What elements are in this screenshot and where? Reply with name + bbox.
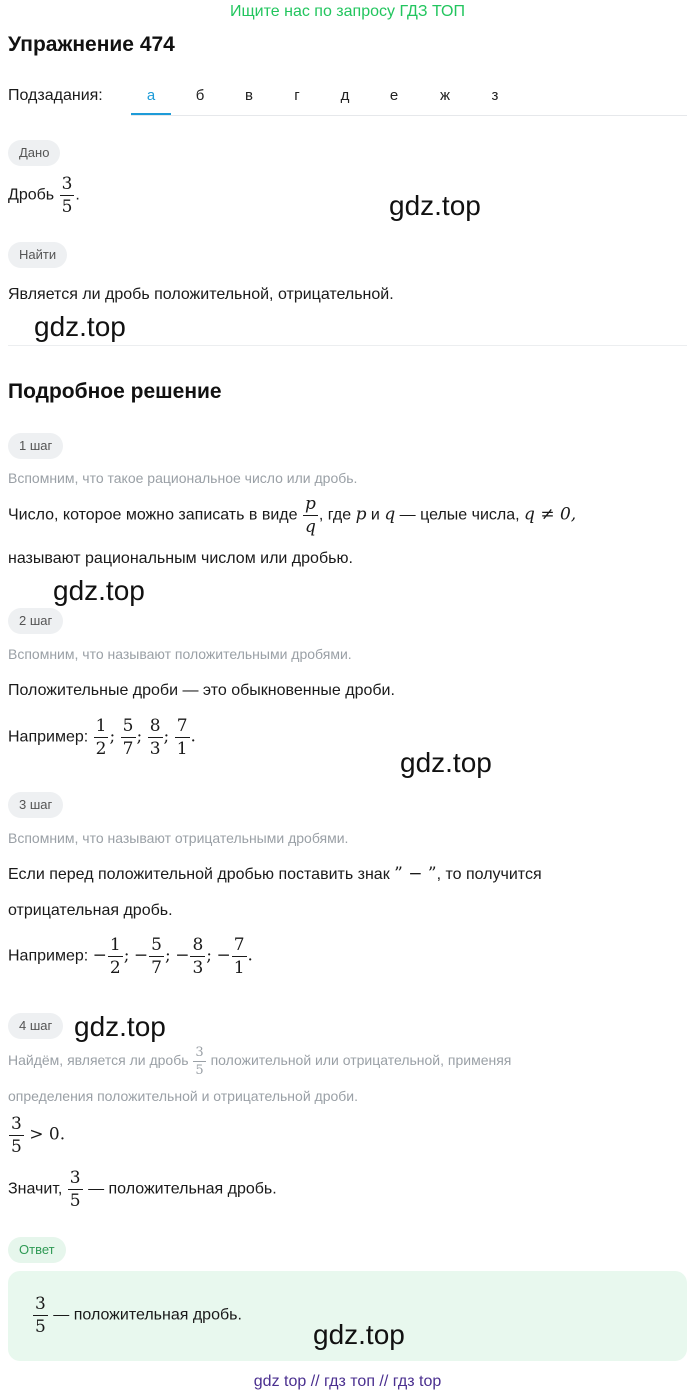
conclusion-fraction: $\frac{3}{5}$: [69, 1168, 81, 1211]
given-fraction: $\frac{3}{5}$: [61, 174, 73, 217]
subtasks-label: Подзадания:: [8, 87, 103, 104]
step3-line2: отрицательная дробь.: [8, 902, 173, 919]
watermark: gdz.top: [34, 311, 126, 342]
watermark: gdz.top: [74, 1011, 166, 1042]
example-fraction: $\frac{8}{3}$: [149, 716, 161, 759]
step2-hint: Вспомним, что называют положительными дробями.: [8, 646, 352, 662]
nonzero-condition: q ≠ 0,: [524, 504, 577, 525]
given-text: Дробь: [8, 186, 55, 204]
step1-chip: 1 шаг: [8, 433, 63, 459]
example-fraction: $\frac{5}{7}$: [122, 716, 134, 759]
tab-b[interactable]: б: [195, 87, 205, 104]
example-fraction: $\frac{7}{1}$: [176, 716, 188, 759]
find-chip: Найти: [8, 242, 67, 268]
promo-banner[interactable]: Ищите нас по запросу ГДЗ ТОП: [230, 3, 465, 20]
tab-z[interactable]: з: [491, 87, 499, 104]
tab-v[interactable]: в: [245, 87, 253, 104]
step1-hint: Вспомним, что такое рациональное число или дробь.: [8, 470, 358, 486]
step3-chip: 3 шаг: [8, 792, 63, 818]
given-chip: Дано: [8, 140, 60, 166]
step2-line1: Положительные дроби — это обыкновенные дроби.: [8, 682, 395, 699]
tab-g[interactable]: г: [294, 87, 300, 104]
tabs-divider: [131, 115, 687, 116]
inequality: $\frac{3}{5}$ > 0.: [11, 1114, 66, 1157]
tab-d[interactable]: д: [340, 87, 350, 104]
answer-fraction: $\frac{3}{5}$: [35, 1294, 46, 1337]
step2-chip: 2 шаг: [8, 608, 63, 634]
watermark: gdz.top: [400, 747, 492, 778]
step3-line1: Если перед положительной дробью поставить знак ” − ”, то получится: [8, 864, 542, 884]
step4-hint-line2: определения положительной и отрицательной дроби.: [8, 1088, 359, 1104]
find-text: Является ли дробь положительной, отрицательной.: [8, 286, 394, 303]
watermark: gdz.top: [389, 190, 481, 221]
step2-examples: Например: $\frac{1}{2}$ ; $\frac{5}{7}$ ; $\frac{8}{3}$ ; $\frac{7}{1}$ .: [8, 716, 196, 759]
step3-examples: Например: − $\frac{1}{2}$ ; − $\frac{5}{7}$ ; − $\frac{8}{3}$ ; − $\frac{7}{1}$ .: [8, 935, 253, 978]
answer-text: $\frac{3}{5}$ — положительная дробь.: [35, 1294, 242, 1337]
step4-conclusion: Значит, $\frac{3}{5}$ — положительная дробь.: [8, 1168, 277, 1211]
hint-fraction: $\frac{3}{5}$: [195, 1045, 204, 1078]
example-fraction: $\frac{1}{2}$: [109, 935, 121, 978]
example-fraction: $\frac{8}{3}$: [192, 935, 204, 978]
given-statement: Дробь $\frac{3}{5}$ .: [8, 174, 80, 217]
tab-zh[interactable]: ж: [439, 87, 451, 104]
example-fraction: $\frac{5}{7}$: [151, 935, 162, 978]
example-fraction: $\frac{1}{2}$: [95, 716, 107, 759]
footer-links[interactable]: gdz top // гдз топ // гдз top: [253, 1373, 442, 1390]
step1-line2: называют рациональным числом или дробью.: [8, 550, 353, 567]
step3-hint: Вспомним, что называют отрицательными дробями.: [8, 830, 349, 846]
example-fraction: $\frac{7}{1}$: [233, 935, 245, 978]
active-tab-indicator: [131, 113, 171, 115]
tab-e[interactable]: е: [389, 87, 399, 104]
watermark: gdz.top: [53, 575, 145, 606]
section-divider: [8, 345, 687, 346]
tab-a[interactable]: а: [146, 87, 156, 104]
page-title: Упражнение 474: [8, 33, 175, 56]
p-over-q-fraction: $\frac{p}{q}$: [304, 494, 316, 537]
watermark: gdz.top: [313, 1319, 405, 1350]
step4-hint: Найдём, является ли дробь $\frac{3}{5}$ положительной или отрицательной, применяя: [8, 1045, 512, 1078]
step4-chip: 4 шаг: [8, 1013, 63, 1039]
solution-title: Подробное решение: [8, 380, 222, 403]
step1-definition: Число, которое можно записать в виде $\frac{p}{q}$ , где p и q — целые числа, q ≠ 0,: [8, 494, 577, 537]
answer-chip: Ответ: [8, 1237, 66, 1263]
inequality-fraction: $\frac{3}{5}$: [11, 1114, 22, 1157]
